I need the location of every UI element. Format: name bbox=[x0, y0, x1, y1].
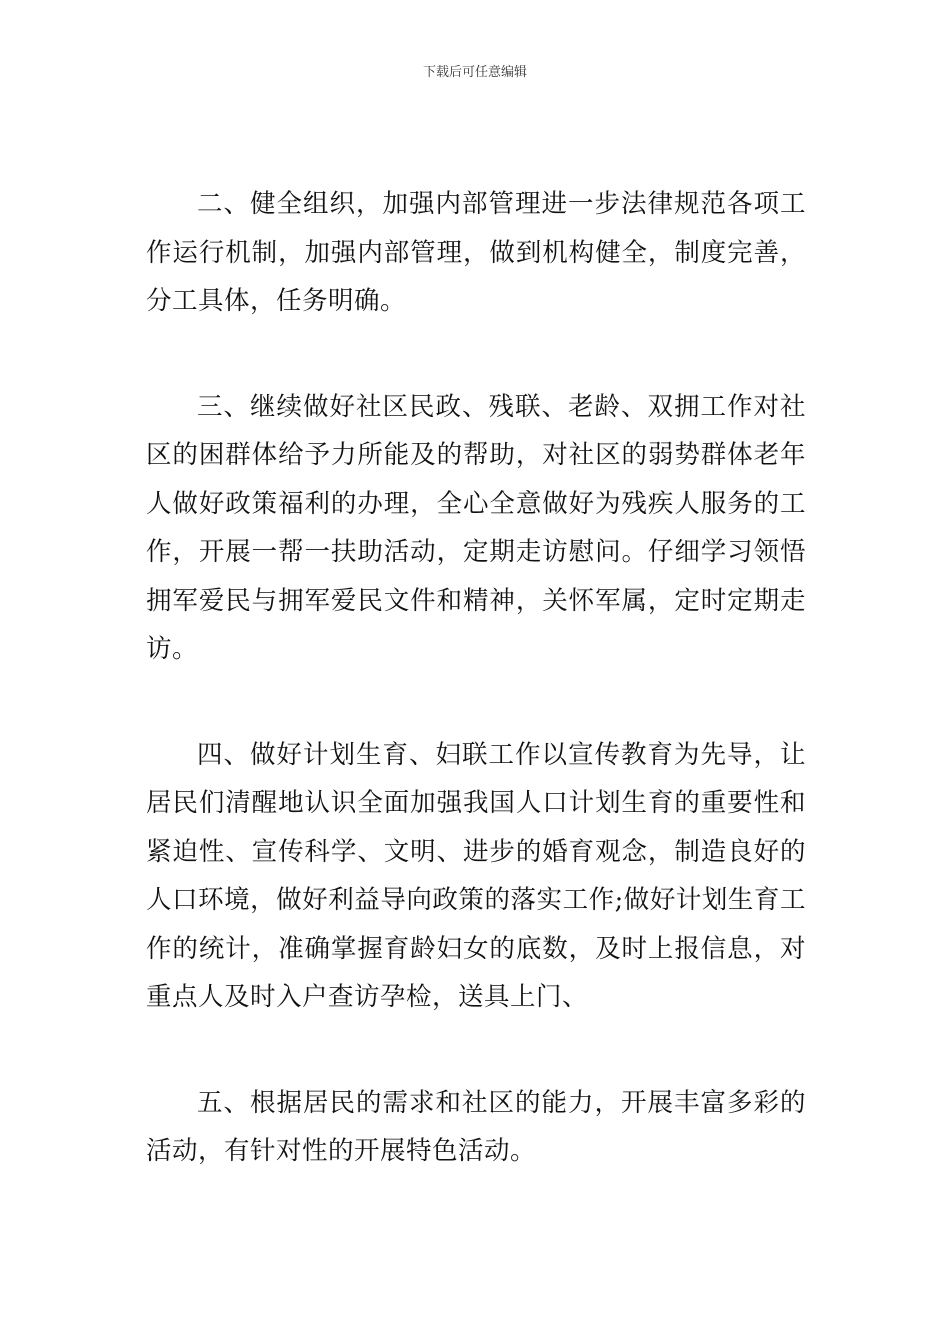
paragraph-3: 三、继续做好社区民政、残联、老龄、双拥工作对社区的困群体给予力所能及的帮助，对社区的弱势群体老年人做好政策福利的办理，全心全意做好为残疾人服务的工作，开展一帮一扶助活动，定期走访慰问。仔细学习领悟拥军爱民与拥军爱民文件和精神，关怀军属，定时定期走访。 bbox=[146, 391, 806, 664]
document-body bbox=[146, 180, 806, 1176]
paragraph-4: 四、做好计划生育、妇联工作以宣传教育为先导，让居民们清醒地认识全面加强我国人口计划生育的重要性和紧迫性、宣传科学、文明、进步的婚育观念，制造良好的人口环境，做好利益导向政策的落实工作;做好计划生育工作的统计，准确掌握育龄妇女的底数，及时上报信息，对重点人及时入户查访孕检，送具上门、 bbox=[146, 739, 806, 1012]
page-header: 下载后可任意编辑 bbox=[422, 65, 527, 80]
paragraph-2: 二、健全组织，加强内部管理进一步法律规范各项工作运行机制，加强内部管理，做到机构健全，制度完善，分工具体，任务明确。 bbox=[146, 189, 806, 316]
paragraph-5: 五、根据居民的需求和社区的能力，开展丰富多彩的活动，有针对性的开展特色活动。 bbox=[146, 1087, 806, 1166]
